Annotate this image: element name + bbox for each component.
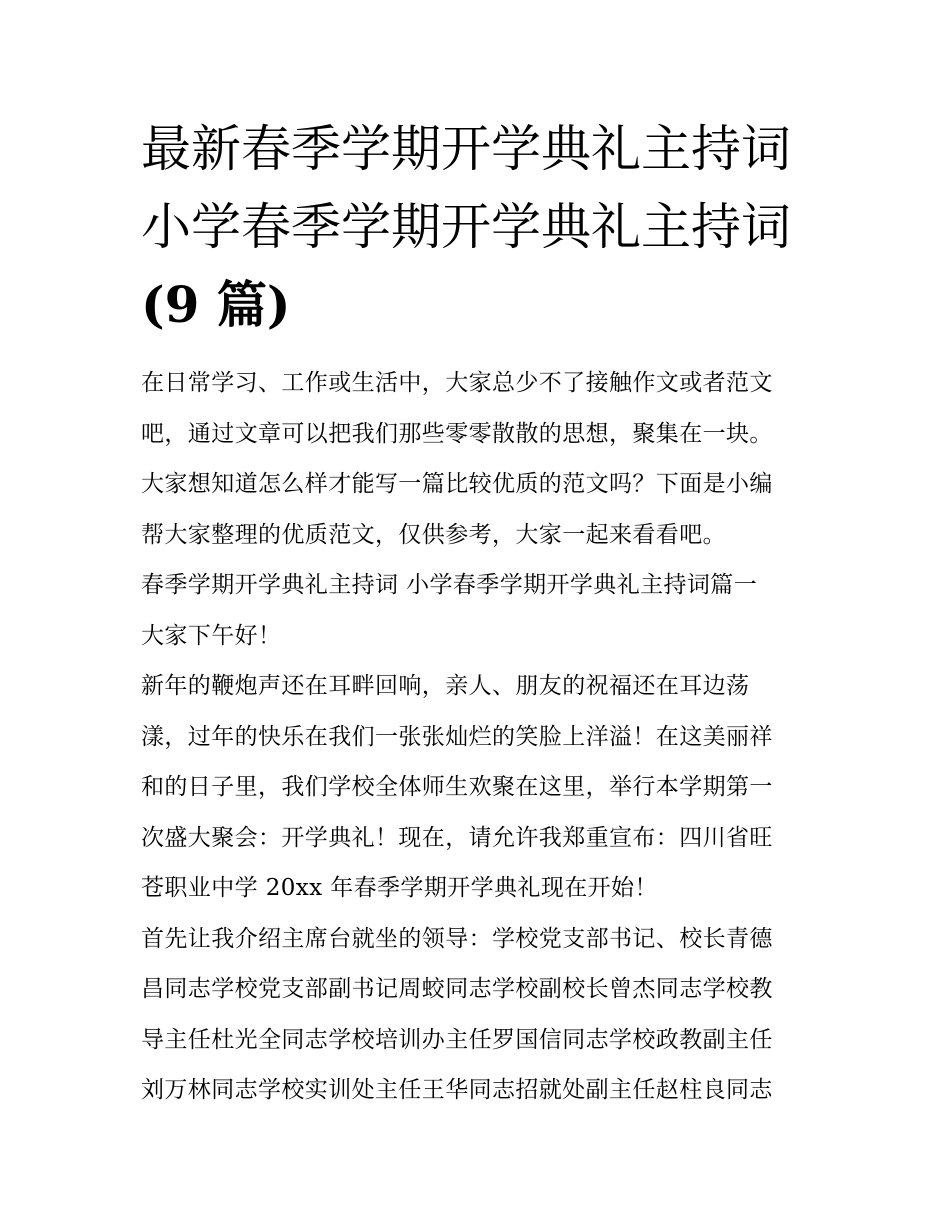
text-line: 首先让我介绍主席台就坐的领导：学校党支部书记、校长青德 xyxy=(141,925,773,952)
paragraph-intro xyxy=(141,358,813,560)
document-title xyxy=(141,110,813,344)
title-line-2: 小学春季学期开学典礼主持词 xyxy=(141,198,791,256)
paragraph-section-heading xyxy=(141,560,813,611)
paragraph-introductions xyxy=(141,914,813,1116)
text-line: 导主任杜光全同志学校培训办主任罗国信同志学校政教副主任 xyxy=(141,1026,773,1053)
paragraph-greeting xyxy=(141,611,813,662)
text-line: 昌同志学校党支部副书记周蛟同志学校副校长曾杰同志学校教 xyxy=(141,976,773,1002)
text-line: 和的日子里，我们学校全体师生欢聚在这里，举行本学期第一 xyxy=(141,774,773,800)
text-line: 吧，通过文章可以把我们那些零零散散的思想，聚集在一块。 xyxy=(141,420,773,447)
title-line-1: 最新春季学期开学典礼主持词 xyxy=(141,120,791,178)
text-line: 帮大家整理的优质范文，仅供参考，大家一起来看看吧。 xyxy=(141,521,726,548)
document-body xyxy=(141,358,813,1116)
text-line: 大家下午好！ xyxy=(141,622,282,649)
text-line: 次盛大聚会：开学典礼！现在，请允许我郑重宣布：四川省旺 xyxy=(141,824,773,851)
text-line: 春季学期开学典礼主持词 小学春季学期开学典礼主持词篇一 xyxy=(141,572,758,598)
text-line: 苍职业中学 20xx 年春季学期开学典礼现在开始！ xyxy=(141,875,658,901)
title-line-3: (9 篇) xyxy=(141,275,291,334)
document-page xyxy=(141,110,813,1116)
text-line: 新年的鞭炮声还在耳畔回响，亲人、朋友的祝福还在耳边荡 xyxy=(141,673,750,699)
text-line: 在日常学习、工作或生活中，大家总少不了接触作文或者范文 xyxy=(141,370,773,396)
text-line: 刘万林同志学校实训处主任王华同志招就处副主任赵柱良同志 xyxy=(141,1077,773,1103)
text-line: 漾，过年的快乐在我们一张张灿烂的笑脸上洋溢！在这美丽祥 xyxy=(141,723,773,750)
text-line: 大家想知道怎么样才能写一篇比较优质的范文吗？下面是小编 xyxy=(141,471,773,497)
paragraph-opening xyxy=(141,661,813,914)
